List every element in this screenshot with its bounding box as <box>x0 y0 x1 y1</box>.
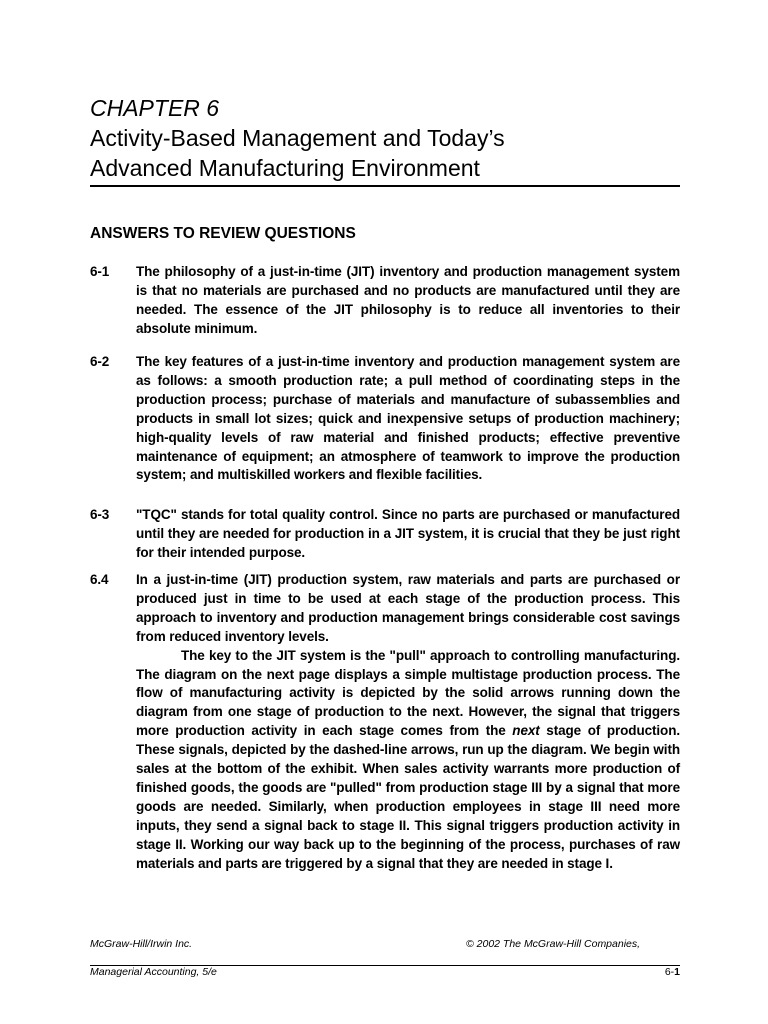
answer-text-segment: stage of production. These signals, depicted by the dashed-line arrows, run up the diagram. We begin with sales at the bottom of the exhibit. When sales activity warrants more production of finished goods, the goods are "pulled" from production stage III by a signal that more goods are needed. Similarly, when production employees in stage III need more inputs, they send a signal back to stage II. This signal triggers production activity in stage II. Working our way back up to the beginning of the process, purchases of raw materials and parts are triggered by a signal that they are needed in stage I. <box>136 723 681 871</box>
answer-text: In a just-in-time (JIT) production system, raw materials and parts are purchased or produced just in time to be used at each stage of the production process. This approach to inventory and production management brings considerable cost savings from reduced inventory levels. <box>136 572 680 644</box>
answer-number: 6-2 <box>90 354 110 369</box>
answer-body <box>136 571 680 874</box>
answer-paragraph-2 <box>136 647 680 874</box>
answer-item <box>90 571 680 874</box>
chapter-header <box>90 94 680 183</box>
section-heading: ANSWERS TO REVIEW QUESTIONS <box>90 225 356 242</box>
answer-text-segment: The key to the JIT system is the "pull" approach to controlling manufacturing. The diagram on the next page displays a simple multistage production process. The flow of manufacturing activity is depicted by the solid arrows running down the diagram from one stage of production to the next. However, the signal that triggers more production activity in each stage comes from the <box>136 647 680 739</box>
page-number-prefix: 6- <box>664 966 675 978</box>
answer-text: The philosophy of a just-in-time (JIT) inventory and production management system is that no materials are purchased and no products are manufactured until they are needed. The essence of the JIT philosophy is to reduce all inventories to their absolute minimum. <box>136 264 680 336</box>
chapter-label: CHAPTER 6 <box>90 95 220 121</box>
answer-text: "TQC" stands for total quality control. Since no parts are purchased or manufactured until they are needed for production in a JIT system, it is crucial that they be just right for their intended purpose. <box>136 507 680 560</box>
footer-copyright: © 2002 The McGraw-Hill Companies, <box>466 938 641 950</box>
answer-item <box>90 506 680 563</box>
page-number <box>665 966 680 979</box>
answer-item <box>90 353 680 485</box>
answer-number: 6.4 <box>90 572 109 587</box>
chapter-title-line1: Activity-Based Management and Today’s <box>90 125 505 151</box>
footer-publisher: McGraw-Hill/Irwin Inc. <box>90 938 193 950</box>
footer-book-title: Managerial Accounting, 5/e <box>90 966 217 978</box>
emphasis-text: next <box>512 723 540 739</box>
page-number-value: 1 <box>674 966 680 978</box>
answer-item <box>90 263 680 339</box>
chapter-title-line2: Advanced Manufacturing Environment <box>90 155 480 181</box>
title-rule <box>90 185 680 187</box>
answer-number: 6-3 <box>90 507 110 522</box>
answer-text: The key features of a just-in-time inventory and production management system are as follows: a smooth production rate; a pull method of coordinating steps in the production process; purchase of materials and manufacture of subassemblies and products in small lot sizes; quick and inexpensive setups of production machinery; high-quality levels of raw material and finished products; effective preventive maintenance of equipment; an atmosphere of teamwork to improve the production system; and multiskilled workers and flexible facilities. <box>136 354 680 483</box>
answer-number: 6-1 <box>90 264 110 279</box>
